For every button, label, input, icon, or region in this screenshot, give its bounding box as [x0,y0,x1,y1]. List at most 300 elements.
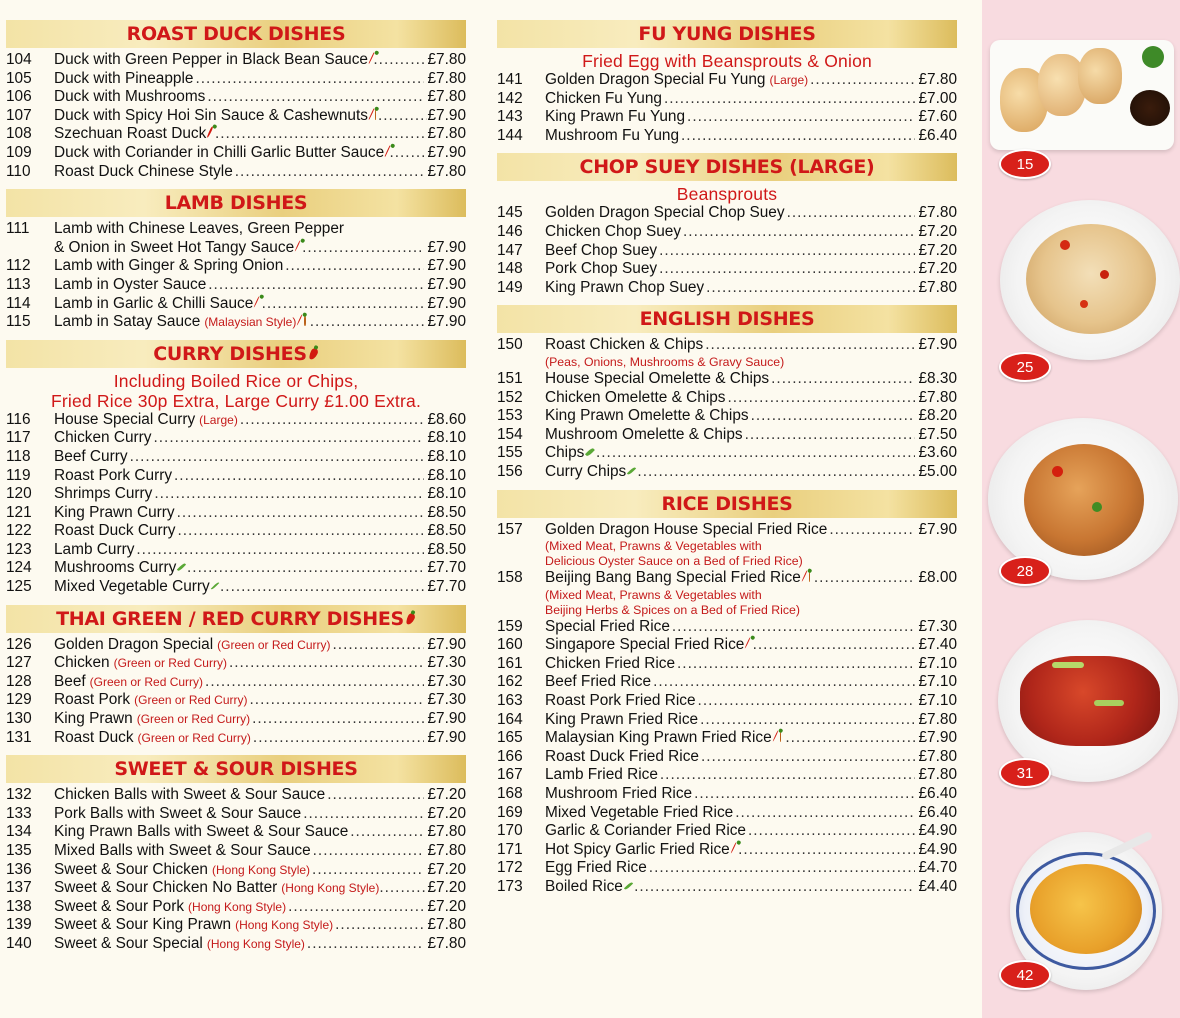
menu-item [6,636,466,655]
leader-dots [378,107,428,126]
menu-item [497,279,957,298]
section-header [6,189,466,217]
item-price: £7.20 [427,786,466,804]
chilli-icon [405,612,416,626]
item-number: 113 [6,275,31,293]
menu-item [497,636,957,655]
leader-dots [327,786,424,805]
item-name-continued: & Onion in Sweet Hot Tangy Sauce [54,238,295,256]
spoon-icon [1101,831,1153,861]
item-name: Boiled Rice [545,878,623,895]
leader-dots [252,710,424,729]
leader-dots [785,729,915,748]
item-number: 130 [6,710,32,728]
menu-item [497,878,957,897]
menu-item [6,654,466,673]
item-name: Roast Pork Fried Rice [545,692,696,710]
menu-section [6,340,466,597]
item-name: Egg Fried Rice [545,859,647,877]
item-price: £7.90 [427,728,466,746]
leader-dots [174,467,424,486]
item-price: £7.90 [427,635,466,653]
leader-dots [379,879,427,898]
item-name: King Prawn Chop Suey [545,278,705,296]
menu-item [497,618,957,637]
menu-item [497,260,957,279]
item-price: £7.20 [427,804,466,822]
spring-onion-icon [1052,662,1084,668]
item-note: (Hong Kong Style) [235,918,334,933]
item-description: (Mixed Meat, Prawns & Vegetables with [545,539,762,554]
item-number: 159 [497,617,523,635]
menu-item [6,295,466,314]
spring-onion-icon [1094,700,1124,706]
item-price: £7.90 [427,257,466,275]
item-price: £6.40 [918,785,957,803]
item-price: £7.80 [427,125,466,143]
item-price: £8.50 [427,522,466,540]
item-name: Roast Chicken & Chips [545,336,704,354]
menu-item [6,51,466,70]
item-description: Beijing Herbs & Spices on a Bed of Fried Rice) [545,602,800,617]
section-subtitle: Fried Rice 30p Extra, Large Curry £1.00 Extra. [50,390,422,411]
vegetarian-icon [585,447,595,457]
menu-item [497,822,957,841]
chilli-icon [368,108,373,119]
section-header [497,153,957,181]
leader-dots [677,655,915,674]
item-name: Beijing Bang Bang Special Fried Rice [545,569,801,587]
leader-dots [728,389,916,408]
item-note: (Green or Red Curry) [89,674,204,689]
menu-item [497,804,957,823]
item-price: £8.10 [427,429,466,447]
item-number: 127 [6,654,32,672]
leader-dots [154,485,424,504]
item-price: £7.80 [427,88,466,106]
item-name: Sweet & Sour Chicken [54,860,208,878]
item-name: Roast Pork [54,691,131,709]
item-price: £8.20 [918,407,957,425]
item-number: 132 [6,786,32,804]
item-number: 150 [497,336,523,354]
item-number: 171 [497,840,523,858]
menu-item [6,691,466,710]
leader-dots [659,260,915,279]
leader-dots [701,748,916,767]
menu-item [497,655,957,674]
leader-dots [748,822,915,841]
chilli-icon [745,638,751,649]
item-price: £4.40 [918,878,957,895]
item-name: King Prawn Curry [54,503,175,521]
leader-dots [672,618,916,637]
nut-icon [304,316,305,326]
section-header [6,20,466,48]
item-price: £7.90 [918,336,957,354]
item-name: Sweet & Sour Special [54,934,203,952]
section-header [6,605,466,633]
item-number: 133 [6,804,32,822]
item-price: £8.10 [427,485,466,503]
item-price: £7.20 [918,260,957,278]
leader-dots [187,559,424,578]
item-price: £7.80 [427,934,466,952]
item-number: 169 [497,803,523,821]
item-price: £7.10 [918,692,957,710]
item-name: Mushroom Fu Yung [545,126,680,144]
leader-dots [262,295,425,314]
leader-dots [208,276,424,295]
chilli-icon [1052,466,1063,477]
item-number: 143 [497,108,523,126]
item-number: 109 [6,143,32,161]
item-number: 138 [6,897,32,915]
chilli-icon [254,296,260,307]
item-number: 165 [497,729,523,747]
menu-item [6,313,466,332]
item-note: (Large) [769,73,809,87]
menu-item [497,859,957,878]
menu-section [497,20,957,145]
menu-item [6,88,466,107]
item-number: 161 [497,654,523,672]
chilli-icon [730,842,736,853]
item-number: 117 [6,429,31,447]
item-name: Lamb in Garlic & Chilli Sauce [54,294,254,312]
item-note: (Green or Red Curry) [217,637,331,652]
item-number: 140 [6,934,32,952]
item-number: 160 [497,636,523,654]
item-price: £7.90 [427,143,466,161]
item-price: £7.80 [918,278,957,296]
leader-dots [307,935,425,954]
item-price: £7.80 [918,204,957,222]
item-name: Pork Chop Suey [545,260,658,278]
leader-dots [787,204,916,223]
item-number: 112 [6,257,31,275]
item-note: (Green or Red Curry) [137,730,251,745]
menu-item [6,448,466,467]
item-number: 173 [497,878,523,895]
menu-item [497,729,957,748]
menu-item [6,467,466,486]
item-number: 107 [6,106,32,124]
item-name: Duck with Spicy Hoi Sin Sauce & Cashewnuts [54,106,368,124]
item-name: Special Fried Rice [545,617,670,635]
menu-item [6,163,466,182]
section-subtitle: Beansprouts [676,184,778,205]
item-name: House Special Curry [54,410,196,428]
item-description: (Mixed Meat, Prawns & Vegetables with [545,587,762,602]
item-price: £7.90 [427,106,466,124]
item-number: 162 [497,673,523,691]
item-price: £8.60 [427,410,466,428]
section-header [497,305,957,333]
section-header [6,755,466,783]
menu-section [6,755,466,953]
menu-item [6,559,466,578]
menu-item [6,504,466,523]
leader-dots [814,569,916,588]
section-title: THAI GREEN / RED CURRY DISHES [56,607,404,630]
item-number: 170 [497,822,523,840]
item-name: Chicken Fu Yung [545,89,662,107]
item-name: Golden Dragon Special Chop Suey [545,204,785,222]
item-name: King Prawn Omelette & Chips [545,407,749,425]
menu-item [6,220,466,239]
dumpling-icon [1078,48,1122,104]
menu-item [497,841,957,860]
menu-item [497,673,957,692]
item-price: £7.10 [918,673,957,691]
item-name: Roast Duck Chinese Style [54,162,233,180]
item-number: 139 [6,916,32,934]
menu-section [497,490,957,897]
item-number: 121 [6,503,32,521]
menu-item [497,569,957,588]
menu-item [497,108,957,127]
leader-dots [177,522,424,541]
item-name: Singapore Special Fried Rice [545,636,745,654]
section-subtitle: Fried Egg with Beansprouts & Onion [582,51,872,71]
menu-item [6,578,466,597]
menu-item [6,673,466,692]
item-price: £7.10 [918,654,957,672]
menu-item [497,748,957,767]
item-name: Roast Duck Fried Rice [545,747,699,765]
leader-dots [637,463,915,482]
item-number: 123 [6,540,32,558]
menu-item [6,879,466,898]
item-number: 146 [497,222,523,240]
item-price: £7.20 [427,860,466,878]
leader-dots [177,504,425,523]
leader-dots [285,257,424,276]
item-name: Chicken Balls with Sweet & Sour Sauce [54,786,326,804]
item-number: 166 [497,747,523,765]
item-name: Beef Chop Suey [545,241,658,259]
item-price: £6.40 [918,803,957,821]
menu-item [6,522,466,541]
item-price: £7.90 [427,275,466,293]
item-number: 134 [6,823,32,841]
item-price: £7.40 [918,636,957,654]
menu-section [497,305,957,481]
item-name: Lamb with Ginger & Spring Onion [54,257,284,275]
item-number: 131 [6,728,32,746]
section-title: RICE DISHES [661,492,793,515]
item-price: £7.30 [427,672,466,690]
item-number: 164 [497,710,523,728]
leader-dots [253,729,425,748]
item-number: 137 [6,879,32,897]
leader-dots [154,429,425,448]
item-number: 129 [6,691,32,709]
section-subtitle: Including Boiled Rice or Chips, [113,370,359,391]
item-price: £7.80 [918,388,957,406]
herb-icon [1092,502,1102,512]
menu-column-left [6,20,466,962]
leader-dots [745,426,916,445]
item-name: King Prawn Balls with Sweet & Sour Sauce [54,823,349,841]
leader-dots [660,766,916,785]
menu-item [6,729,466,748]
item-name: Hot Spicy Garlic Fried Rice [545,840,730,858]
item-price: £7.80 [918,747,957,765]
leader-dots [653,673,915,692]
item-number: 154 [497,425,523,443]
item-number: 135 [6,842,32,859]
item-price: £7.70 [427,559,466,577]
leader-dots [313,842,425,861]
menu-item [6,411,466,430]
item-number: 104 [6,51,32,68]
item-price: £7.50 [918,425,957,443]
chilli-icon [295,240,301,251]
nut-icon [375,110,376,120]
item-price: £4.70 [918,859,957,877]
item-price: £7.20 [918,222,957,240]
leader-dots [700,711,915,730]
item-note: (Green or Red Curry) [134,693,248,708]
item-number: 118 [6,447,31,465]
leader-dots [335,916,424,935]
vegetarian-icon [211,582,220,591]
chilli-icon [1080,300,1088,308]
photo-number-badge: 25 [999,352,1051,382]
item-name: Chicken Omelette & Chips [545,388,726,406]
item-name: Mushrooms Curry [54,559,177,577]
menu-item [6,144,466,163]
item-number: 105 [6,69,32,87]
chilli-icon [1100,270,1109,279]
menu-column-middle [497,20,957,905]
item-number: 145 [497,204,523,222]
item-number: 115 [6,313,31,331]
section-title: ENGLISH DISHES [639,308,815,331]
item-price: £7.30 [427,654,466,672]
item-price: £8.10 [427,466,466,484]
item-price: £8.00 [918,569,957,587]
item-number: 120 [6,485,32,503]
nut-icon [780,732,782,742]
item-name: Lamb Fried Rice [545,766,658,784]
section-header [497,490,957,518]
leader-dots [649,859,916,878]
item-name: Chicken Chop Suey [545,222,682,240]
leader-dots [705,336,915,355]
item-number: 114 [6,294,31,312]
item-price: £7.80 [427,916,466,934]
menu-item [6,935,466,954]
item-note: (Large) [199,412,238,427]
leader-dots [829,521,915,540]
leader-dots [288,898,424,917]
item-name: House Special Omelette & Chips [545,369,770,387]
item-name: Roast Pork Curry [54,466,173,484]
item-name: Golden Dragon Special Fu Yung [545,71,766,88]
leader-dots [195,70,424,89]
item-name: Golden Dragon House Special Fried Rice [545,520,828,538]
vegetarian-icon [624,881,633,890]
menu-item [497,444,957,463]
item-price: £7.00 [918,89,957,107]
item-name: Lamb Curry [54,540,135,558]
item-name: Mushroom Omelette & Chips [545,425,743,443]
salt-pepper-photo [1000,200,1180,360]
menu-item [6,861,466,880]
menu-item [497,463,957,482]
item-name: King Prawn [54,710,133,728]
item-price: £7.80 [427,51,466,68]
leader-dots [250,691,425,710]
leader-dots [333,636,425,655]
item-price: £7.80 [427,823,466,841]
photo-number-badge: 42 [999,960,1051,990]
item-name: Sweet & Sour King Prawn [54,916,232,934]
item-price: £7.20 [427,879,466,897]
item-name: Lamb in Oyster Sauce [54,275,207,293]
menu-item [497,711,957,730]
photo-strip [982,0,1180,1018]
item-name: Garlic & Coriander Fried Rice [545,822,746,840]
menu-item [497,785,957,804]
chilli-icon [801,570,807,581]
leader-dots [698,692,916,711]
item-price: £7.80 [427,162,466,180]
item-price: £7.80 [427,842,466,859]
section-header [6,340,466,368]
leader-dots [751,407,916,426]
menu-item [6,429,466,448]
menu-section [6,605,466,748]
item-note: (Green or Red Curry) [136,712,251,727]
item-number: 110 [6,162,31,180]
menu-item [6,805,466,824]
item-name: Lamb with Chinese Leaves, Green Pepper [54,220,345,238]
item-number: 163 [497,692,523,710]
menu-item [497,389,957,408]
menu-item [497,127,957,146]
menu-item [6,898,466,917]
leader-dots [302,239,424,258]
leader-dots [235,163,425,182]
item-number: 151 [497,369,523,387]
item-number: 156 [497,462,523,480]
item-price: £8.50 [427,503,466,521]
menu-item-continued [6,239,466,258]
section-header [497,20,957,48]
leader-dots [735,804,915,823]
section-title: LAMB DISHES [164,192,308,215]
soup-icon [1030,864,1142,954]
item-number: 126 [6,635,32,653]
leader-dots [389,144,427,163]
menu-item [6,786,466,805]
item-name: Beef [54,672,86,690]
leader-dots [136,541,424,560]
item-name: Roast Duck [54,728,134,746]
food-icon [1026,224,1156,334]
item-number: 136 [6,860,32,878]
item-name: Duck with Green Pepper in Black Bean Sauce [54,51,368,68]
item-number: 144 [497,126,523,144]
item-price: £8.30 [918,369,957,387]
section-title: FU YUNG DISHES [638,23,816,45]
item-name: Mixed Balls with Sweet & Sour Sauce [54,842,311,859]
item-name: Malaysian King Prawn Fried Rice [545,729,772,747]
